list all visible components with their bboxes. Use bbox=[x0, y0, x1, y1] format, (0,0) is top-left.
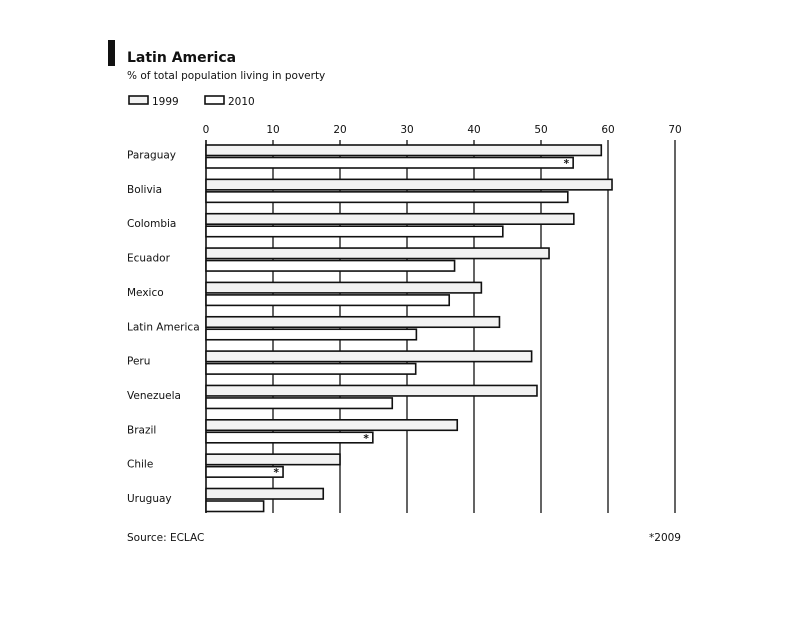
legend-label-2010: 2010 bbox=[228, 96, 255, 108]
bar-paraguay-1999 bbox=[206, 145, 601, 156]
x-tick-label-60: 60 bbox=[601, 124, 615, 136]
footnote: *2009 bbox=[649, 532, 681, 544]
bar-brazil-2010 bbox=[206, 432, 373, 443]
bar-chile-2010 bbox=[206, 467, 283, 478]
bar-ecuador-1999 bbox=[206, 248, 549, 258]
x-tick-label-50: 50 bbox=[534, 124, 548, 136]
legend-swatch-1999 bbox=[129, 96, 148, 104]
category-label-brazil: Brazil bbox=[127, 424, 157, 437]
x-tick-label-30: 30 bbox=[400, 124, 414, 136]
x-tick-labels bbox=[203, 124, 682, 136]
category-label-mexico: Mexico bbox=[127, 286, 164, 299]
category-label-venezuela: Venezuela bbox=[127, 389, 181, 402]
chart-title: Latin America bbox=[127, 50, 237, 66]
category-label-chile: Chile bbox=[127, 458, 154, 471]
bar-latin-america-2010 bbox=[206, 329, 416, 340]
bar-ecuador-2010 bbox=[206, 261, 455, 272]
legend-label-1999: 1999 bbox=[152, 96, 179, 108]
bar-venezuela-1999 bbox=[206, 385, 537, 396]
chart-subtitle: % of total population living in poverty bbox=[127, 70, 326, 82]
category-label-colombia: Colombia bbox=[127, 218, 177, 231]
bar-uruguay-2010 bbox=[206, 501, 264, 512]
annotation-brazil: * bbox=[363, 432, 369, 445]
x-tick-label-70: 70 bbox=[668, 124, 682, 136]
category-label-uruguay: Uruguay bbox=[127, 493, 172, 505]
bar-colombia-1999 bbox=[206, 214, 574, 225]
bar-colombia-2010 bbox=[206, 226, 503, 237]
x-tick-label-40: 40 bbox=[467, 124, 481, 136]
bar-brazil-1999 bbox=[206, 420, 457, 431]
x-tick-label-20: 20 bbox=[333, 124, 347, 136]
annotation-paraguay: * bbox=[563, 158, 570, 170]
x-tick-label-10: 10 bbox=[266, 124, 280, 136]
bar-bolivia-2010 bbox=[206, 192, 568, 203]
bar-paraguay-2010 bbox=[206, 158, 573, 169]
bar-peru-2010 bbox=[206, 364, 416, 375]
bar-peru-1999 bbox=[206, 351, 532, 362]
annotation-chile: * bbox=[273, 467, 280, 480]
bar-bolivia-1999 bbox=[206, 179, 612, 190]
legend-swatch-2010 bbox=[205, 96, 224, 104]
source-note: Source: ECLAC bbox=[127, 532, 205, 544]
bar-uruguay-1999 bbox=[206, 489, 323, 500]
bar-venezuela-2010 bbox=[206, 398, 392, 409]
x-tick-label-0: 0 bbox=[202, 124, 210, 136]
category-label-bolivia: Bolivia bbox=[127, 183, 163, 196]
category-label-peru: Peru bbox=[127, 355, 151, 368]
bar-chile-1999 bbox=[206, 454, 340, 465]
legend bbox=[129, 96, 255, 108]
category-labels bbox=[127, 150, 200, 506]
category-label-latin-america: Latin America bbox=[127, 321, 200, 334]
bar-mexico-2010 bbox=[206, 295, 449, 306]
category-label-paraguay: Paraguay bbox=[127, 149, 177, 162]
category-label-ecuador: Ecuador bbox=[127, 252, 170, 265]
bars bbox=[206, 145, 612, 512]
bar-mexico-1999 bbox=[206, 282, 481, 293]
bar-latin-america-1999 bbox=[206, 317, 499, 328]
title-accent-bar bbox=[108, 40, 115, 66]
